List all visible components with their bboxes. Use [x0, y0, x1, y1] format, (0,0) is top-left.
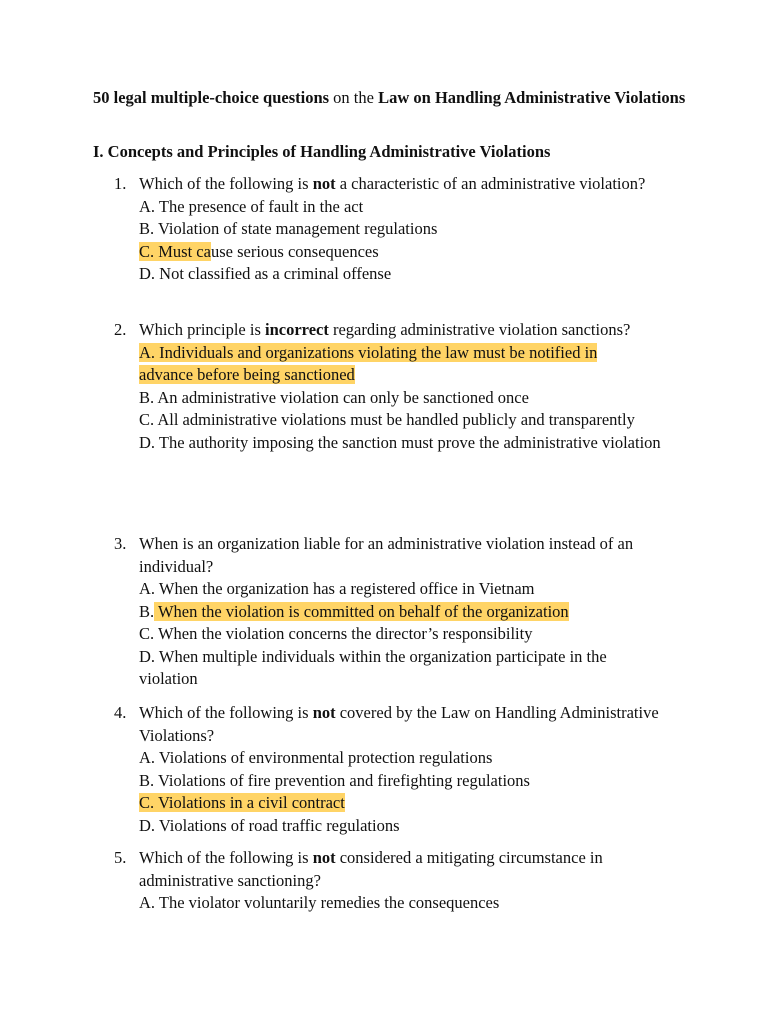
question-text-emphasis: not [312, 703, 336, 722]
question-body [139, 173, 669, 286]
question-text-post: considered a mitigating circumstance in administrative sanctioning? [139, 848, 603, 890]
question-text [139, 702, 669, 747]
option-b-letter: B. [139, 601, 155, 621]
question-number: 2. [114, 320, 127, 339]
question-text-post: a characteristic of an administrative violation? [335, 174, 646, 193]
title-part-2: on the [329, 88, 379, 107]
question-text [139, 319, 669, 342]
option-c: C. When the violation concerns the director’s responsibility [139, 624, 533, 643]
option-b: B. An administrative violation can only be sanctioned once [139, 387, 529, 407]
question-number: 4. [114, 703, 127, 722]
option-d: D. Violations of road traffic regulations [139, 815, 400, 835]
answer-highlight: C. Violations in a civil contract [139, 793, 345, 812]
document-title [93, 87, 693, 110]
question-text [139, 173, 669, 196]
option-b: B. Violation of state management regulations [139, 219, 438, 238]
option-a: A. The presence of fault in the act [139, 196, 364, 216]
answer-highlight: advance before being sanctioned [139, 365, 355, 384]
question-text [139, 847, 669, 892]
title-part-3: Law on Handling Administrative Violations [378, 88, 686, 107]
option-c: C. All administrative violations must be handled publicly and transparently [139, 410, 635, 429]
question-text-post: covered by the Law on Handling Administrative Violations? [139, 703, 659, 745]
option-d: D. When multiple individuals within the organization participate in the violation [139, 646, 607, 688]
option-a [139, 342, 669, 387]
section-heading: I. Concepts and Principles of Handling Administrative Violations [93, 142, 551, 161]
answer-highlight: A. Individuals and organizations violating the law must be notified in [139, 342, 598, 362]
option-b [139, 601, 669, 624]
option-a: A. The violator voluntarily remedies the consequences [139, 893, 500, 912]
answer-highlight: C. Must ca [139, 241, 211, 261]
question-text-emphasis: incorrect [265, 320, 329, 339]
option-a: A. When the organization has a registered office in Vietnam [139, 579, 535, 598]
question-text-emphasis: not [312, 174, 336, 193]
option-c-rest: use serious consequences [210, 241, 379, 261]
option-d: D. The authority imposing the sanction must prove the administrative violation [139, 432, 661, 452]
question-text-pre: Which of the following is [139, 703, 313, 722]
title-part-1: 50 legal multiple-choice questions [93, 88, 330, 107]
question-text-pre: Which of the following is [139, 174, 313, 193]
question-text-pre: Which of the following is [139, 848, 313, 867]
answer-highlight: When the violation is committed on behalf of the organization [154, 601, 569, 621]
question-text-emphasis: not [312, 848, 336, 867]
question-text: When is an organization liable for an administrative violation instead of an individual? [139, 534, 634, 576]
option-d: D. Not classified as a criminal offense [139, 264, 392, 283]
question-body [139, 847, 669, 915]
question-number: 3. [114, 534, 127, 553]
question-body [139, 319, 669, 454]
question-text-post: regarding administrative violation sanctions? [328, 320, 631, 339]
option-a: A. Violations of environmental protection regulations [139, 748, 493, 767]
option-c [139, 241, 669, 264]
question-number: 5. [114, 848, 127, 867]
question-body [139, 533, 669, 691]
option-b: B. Violations of fire prevention and firefighting regulations [139, 770, 530, 790]
question-body [139, 702, 669, 837]
option-c [139, 792, 669, 815]
question-text-pre: Which principle is [139, 320, 266, 339]
question-number: 1. [114, 174, 127, 193]
